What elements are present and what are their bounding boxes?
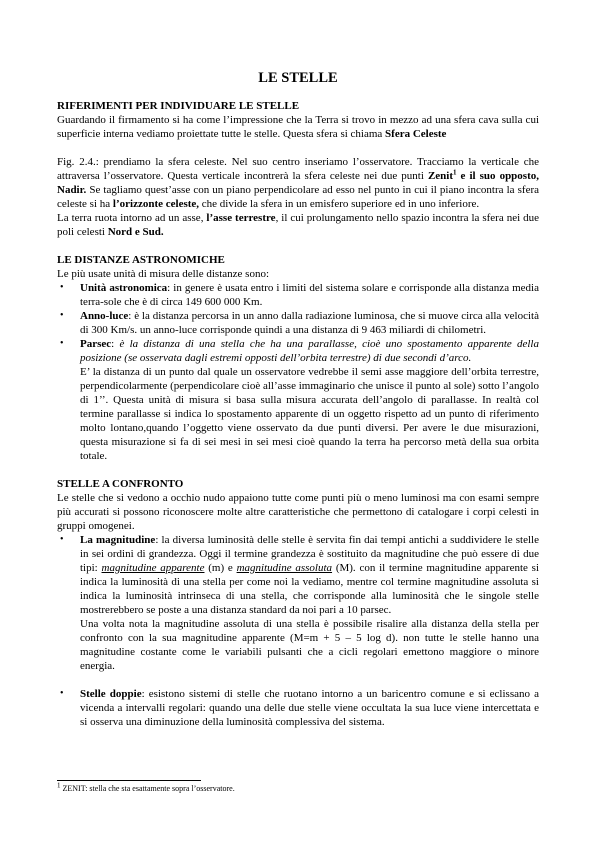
list-item: • Anno-luce: è la distanza percorsa in un anno dalla radiazione luminosa, che si muove circa alla velocità di 300 Km/s. un anno-luce corrisponde quindi a una distanza di 9 463 miliardi di chilometri. bbox=[60, 310, 539, 336]
section-heading-riferimenti: RIFERIMENTI PER INDIVIDUARE LE STELLE bbox=[57, 100, 300, 112]
list-item: • Parsec: è la distanza di una stella che ha una parallasse, cioè uno spostamento apparente della posizione (se osservata dagli estremi opposti dell’orbita terrestre) di due secondi d’arco. E’ la distanza di un punto dal quale un osservatore vedrebbe il semi asse maggiore dell’orbita terrestre, perpendicolarmente (perpendicolare cioè all’asse immaginario che unisce il punto al sole) sotto l’angolo di 1’’. Questa unità di misura si basa sulla misura accurata dell’angolo di parallasse. In realtà col termine parallasse si indica lo spostamento apparente di un oggetto rispetto ad un punto di riferimento molto lontano,quando l’oggetto viene osservato da due punti diversi. Per avere le due misurazioni, questa misurazione si fa di sei mesi in sei mesi cioè quando la terra ha percorso metà della sua orbita totale. bbox=[60, 338, 539, 462]
paragraph-asse-terrestre: La terra ruota intorno ad un asse, l’asse terrestre, il cui prolungamento nello spazio incontra la sfera nei due poli celesti Nord e Sud. bbox=[57, 212, 539, 238]
document-page bbox=[57, 70, 539, 729]
section-heading-confronto: STELLE A CONFRONTO bbox=[57, 478, 184, 490]
list-item: • Stelle doppie: esistono sistemi di stelle che ruotano intorno a un baricentro comune e si eclissano a vicenda a intervalli regolari: quando una delle due stelle viene occultata la sua luce viene intercettata e si osserva una diminuzione della luminosità complessiva del sistema. bbox=[60, 688, 540, 728]
bullet-icon: • bbox=[60, 338, 64, 349]
footnote-ref[interactable]: 1 bbox=[453, 168, 457, 177]
distanze-intro: Le più usate unità di misura delle distanze sono: bbox=[57, 268, 270, 280]
list-item: • Unità astronomica: in genere è usata entro i limiti del sistema solare e corrisponde alla distanza media terra-sole che è di circa 149 600 000 Km. bbox=[60, 282, 539, 308]
star-features-list bbox=[57, 533, 539, 673]
distance-units-list bbox=[57, 281, 539, 463]
bullet-icon: • bbox=[60, 310, 64, 321]
bullet-icon: • bbox=[60, 688, 64, 699]
paragraph-sfera-celeste: Guardando il firmamento si ha come l’impressione che la Terra si trovo in mezzo ad una sfera cava sulla cui superficie interna vediamo proiettate tutte le stelle. Questa sfera si chiama Sfera Celeste bbox=[57, 114, 539, 140]
list-item: • La magnitudine: la diversa luminosità delle stelle è servita fin dai tempi antichi a suddividere le stelle in sei ordini di grandezza. Oggi il termine grandezza è sostituito da magnitudine che può essere di due tipi: magnitudine apparente (m) e magnitudine assoluta (M). con il termine magnitudine apparente si indica la luminosità di una stella per come noi la vediamo, mentre col termine magnitudine assoluta si indica la luminosità intrinseca di una stella, che corrisponde alla luminosità che le singole stelle mostrerebbero se poste a una distanza standard da noi pari a 10 parsec. Una volta nota la magnitudine assoluta di una stella è possibile risalire alla distanza della stella per confronto con la sua magnitudine apparente (M=m + 5 – 5 log d). non tutte le stelle hanno una magnitudine costante come le variabili pulsanti che a cicli regolari emettono maggiore o minore energia. bbox=[60, 534, 540, 672]
section-heading-distanze: LE DISTANZE ASTRONOMICHE bbox=[57, 254, 225, 266]
star-features-list-2 bbox=[57, 687, 539, 729]
zenit-term: Zenit$^1$ e il suo opposto, Nadir. bbox=[57, 168, 539, 196]
page-title: LE STELLE bbox=[258, 70, 338, 86]
footnote-divider bbox=[57, 780, 201, 781]
footnote: $^1$ ZENIT: stella che sta esattamente sopra l’osservatore. bbox=[57, 781, 235, 793]
bullet-icon: • bbox=[60, 282, 64, 293]
bullet-icon: • bbox=[60, 534, 64, 545]
paragraph-zenit-nadir: Fig. 2.4.: prendiamo la sfera celeste. Nel suo centro inseriamo l’osservatore. Tracciamo la verticale che attraversa l’osservatore. Questa verticale incontrerà la sfera celeste nei due punti Zenit$^1$ e il suo opposto, Nadir. Se tagliamo quest’asse con un piano perpendicolare ad esso nel punto in cui il piano incontra la sfera celeste si ha l’orizzonte celeste, che divide la sfera in un emisfero superiore ed in uno inferiore. bbox=[57, 156, 539, 210]
confronto-intro: Le stelle che si vedono a occhio nudo appaiono tutte come punti più o meno luminosi ma con esami sempre più accurati si possono riconoscere molte altre caratteristiche che permettono di catalogare i corpi celesti in gruppi omogenei. bbox=[57, 492, 539, 532]
